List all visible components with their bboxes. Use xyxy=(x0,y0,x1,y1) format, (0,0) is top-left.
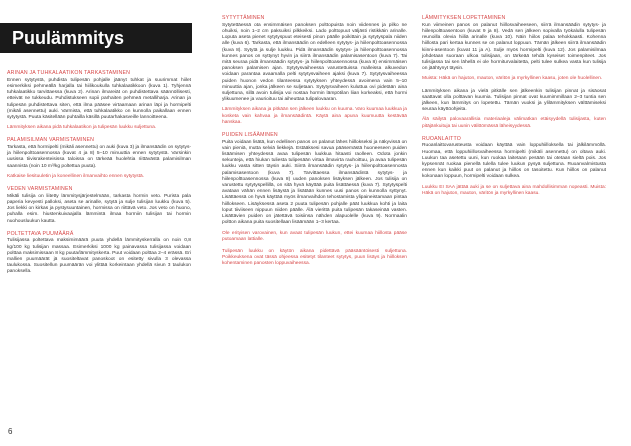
section-door-note xyxy=(222,249,407,268)
section-heading: PALAMISILMAN VARMISTAMINEN xyxy=(7,137,95,144)
section-text: Tulisijassa poltettava maksimimäärä puuta yhdellä lämmityskerralla on noin 0,8 kg/100 kg tulisijan massaa. Esimerkiksi 1000 kg painavassa tulisijassa voidaan polttaa maksimissaan 8 kg puuta/lämmityskerta. Puut voidaan polttaa 2–4 erässä. Eri mallien puumäärät jä suositeltavat panoskoot on esitetty sivulla 3 olevassa taulukossa. Suositellun puumäärän voi ylittää korkeintaan yhdellä sivun 3 taulukon panoksella. xyxy=(7,238,191,275)
section-text: Ruoanlaittovarusteusta voidaan käyttää vain loppuhiilloksella tai jälkilämmöllä. Huomaa, että loppuhiillosvaiheessa hormipelti (mikäli asennettu) on oltava auki. Luukun taa asetettu uuni, kun ruokaa laitetaan pesään tai otetaan sieltä pois. Jos kypsennät ruokaa pienellä tulella tulee luukun pysyä suljettuna. Ruoanvalmistusta ennen kun kaikki puut on palanut ja hiillos on tasoitettu. Kun hiillos on palanut kokonaan loppuun, hormipelti voidaan sulkea. xyxy=(422,143,606,180)
warning-text: Lämmityksen aikana ja pitkään sen jälkeen luukku on kuuma. Varo kuumaa luukkua ja kosketa vain kahvaa ja ilmansäädintä. Käytä aina apuna kuumuutta kestävää hanskaa. xyxy=(222,107,407,125)
section-heading: PUIDEN LISÄÄMINEN xyxy=(222,131,278,138)
section-text: Mikäli tulisija on liitetty lämmitysjärjestelmään, tarkasta hormin veto. Purista pala paperia kevyesti palloksi, aseta se arinalle, sytytä ja sulje tulisijan luukku (kuva 5). Jos liekki on kirkas ja pystysuuntainen, hormissa on riittävä veto. Jos veto on huono, puhalla esim. hiustenkuivaajalla lämmintä ilmaa hormiin tulisijan tai hormin nuohousluukun kautta. xyxy=(7,193,191,224)
section-lighting xyxy=(222,15,407,126)
warning-text: Älä säilytä palovaarallisia materiaaleja välimatkan etäisyydellä tulisijasta, kuten pitäjänkuituja tai uunin välittömässä läheisyydessä. xyxy=(422,117,606,129)
section-cooking xyxy=(422,136,606,197)
section-heading: POLTETTAVA PUUMÄÄRÄ xyxy=(7,230,74,237)
section-text: Sytytettäessä ota ensimmäisen panoksen polttopuista noin viidennes ja pilko ne ohuiksi, noin 1–2 cm paksuiksi pilkkeiksi. Lado polttopuut väljästi ristikkäin arinalle. Loputa aseta pienet sytytyspuut eteisesti pinon päälle poikittain ja sytytyspala niiden alle (kuva 6). Tarkasta, että ilmansäädin on edelleen sytytys- ja hiilenpolttoasennossa (kuva 8). Sytytä ja sulje luukku. Pidä ilmansäädin sytytys- ja hiilenpolttoasennossa kunnes panos on syttynyt hyvin ja siirrä ilmansäädin palamisasentoon (kuva 7). Tai mitä seuraa pidä ilmansäädin sytytys- ja hiilenpolttoasennossa (kuva 8) ensimmäisen panoksen palamisen ajan. Sytytysvaiheessa varustettuissa malleissa alkuvedon voidaan parantaa avaamalla pelti sytytysvaiheen ajaksi (kuva 7). Sytytysvaiheessa puiden huonon vedon tilanteessa sytytyksen yhteydessä avoimena vain 5–10 minuuttia ajan, jonka jälkeen se suljetaan. Sytytysvaiheen kuluttua ovi pidetään aina suljettuna, sillä avoin tulisija voi nostaa hormin lämpötilan liian korkeaksi, että hormi ylikuumenee ja vaurioituu tai aiheuttaa tulipalovaaran. xyxy=(222,22,407,103)
warning-text: Lämmityksen aikana pidä tuhkalaatikon ja tulipesän luukku suljettuna. xyxy=(7,125,157,131)
column-2 xyxy=(222,15,407,274)
section-heading: VEDEN VARMISTAMINEN xyxy=(7,186,73,193)
section-adding-wood xyxy=(222,132,407,243)
page-title: Puulämmitys xyxy=(12,28,125,48)
section-text: Tarkasta, että hormipelti (mikäli asennettu) on auki (kuva 3) ja ilmansäädin on sytytys- ja hiilenpolttoasennossa (kuvat 4 ja 8) 5–10 minuuttia ennen sytytystä. Varsinkin uusissa tiivisrakenteisissa taloissa on tärkeää huolehtia riittävästä palamisilman saannista (noin 10 m³/kg poltettua puuta). xyxy=(7,145,191,169)
warning-text: Muista: Häkä on hajuton, mauton, väritön ja myrkyllinen kaasu, joten ole huolellinen. xyxy=(422,76,603,82)
section-text: Kun viimeinen panos on palanut hiillosvaiheeseen, siirrä ilmansäädin sytytys- ja hiilenpolttoasentoon (kuvat 9 ja 8). Vedä sen jälkeen sopivalla työkalulla tulipesän reunoilla olevia hiiliä arinalle (kuva 10). Näin hiilos palaa tehokkaasti. Kohenna hiillosta pari kertaa kunnes se on palanut loppuun. Tämän jälkeen siirrä ilmansäädin kiinni-asentoon (kuvat 11 ja A). Sulje myös hormipelti (kuva 12). Jos palamisilmaa johdetaan suoraan ulkoa tulisijaan, on tärkeää tehdä kyseiset toimenpiteet. Jos tulisijassa tai sen lähellä ei ole hormiturvalaitetta, pelti tulee sulkea vasta kun tulisija on jäähtynyt täysin. xyxy=(422,22,606,72)
section-draft-check xyxy=(7,186,191,225)
section-hot-surfaces xyxy=(422,89,606,130)
column-1 xyxy=(7,70,191,282)
warning-text: Tulipesän luukku on käytön aikana pidettävä pääsääntöisesti suljettuna. Poikkeuksena ovat tässä ohjeessa esitetyt tilanteet sytytys, puun lisäys ja hiilloksen kohentaminen panosten loppuvaiheessa. xyxy=(222,248,407,267)
section-text: Ennen sytytystä, puhdista tulipesän pohjalle jäänyt tuhkat ja suurimmat hiilet esimerkiksi pehmeällä harjalla tai hiilikoukulla tuhkalaatikkoon (kuva 1). Tyhjennä tuhkalaatikko tarvittaessa (kuva 2). Arinan ilmareiät on puhdistettava säännöllisesti, etteivät ne tukkeudu. Puhdistukseen sopii parhaiten pehmeä metalliharja. Arinan ja tulipesän puhdistettava siten, että ilma pääsee virtaamaan arinan läpi ja hormipelti (mikäli asennettu) auki. Varmista, että tuhkalaatikko on kunnolla paikallaan ennen sytytystä. Puuta käsitellään puhtailla käsillä puutarhakasveille lannoitteena. xyxy=(7,77,191,120)
section-text: Lämmityksen aikana ja vielä pitkälle sen jälkeenkin tulisijan pinnat ja sisäosat saattavat olla polttavan kuumia. Tulisijan pinnat ovat kuumimmillaan 2–3 tuntia sen jälkeen, kun lämmitys on lopetettu. Tämän vuoksi ja ylilämmityksen välttämiseksi seuraa käyttöohjeita. xyxy=(422,88,606,113)
section-ash-check xyxy=(7,70,191,131)
warning-text: Ole erityisen varovainen, kun avaat tulipesän luukun, ettei kuumaa hiillosta pääse putoamaan lattialle. xyxy=(222,230,407,242)
section-heading: LÄMMITYKSEN LOPETTAMINEN xyxy=(422,15,506,21)
warning-text: Luukku EI SAA jättää auki ja se on suljettava aina mahdollisimman nopeasti. Muista: Häkä on hajuton, mauton, väritön ja myrkyllinen kaasu. xyxy=(422,184,606,196)
section-combustion-air xyxy=(7,137,191,180)
section-text: Puita voidaan lisätä, kun edellinen panos on palanut lähes hiillokseksi ja näkyvissä on vain pieniä, mutta selviä liekkejä. Estääksesi savua pääsemästä huoneeseen puiden lisäämisen yhteydessä avaa tulipesän luukkua hitaasti raolleen. Odota jonkin sekunteja, että hiukan tuliesta tulipesään virtaa ilmavirta rauhoittuu, ja avaa tulipesän luukku vasta sitten täysin auki. Siirrä ilmansäädin sytytys- ja hiilenpolttoasennosta palamisasentoon (kuva 7). Tarvittaessa ilmansäädintä sytytys- ja hiilenpolttoasennossa (kuva 8) uuden panoksen lisäyksen jälkeen. Jos tulisija on varustettu sytytyspellillä, on sitä hyvä käyttää puita lisättäessä (kuva 7). Sytytyspelti avataan vähän ennen lisäystä ja lisätään kunnes uusi panos on kunnolla syttynyt. Lisättäessä on hyvä käyttää myös ilmanvaihdon tehostamista ylipaineistamaan pintaa hiillokseen. Lisäyksessä aseta 2 puuta tulipesän pohjalle päät luukkua kohti ja laita loput tiiviiseen nippuun niiden päälle. Älä vierittä puita tulipesän takaseinää vasten. Lisättävien puiden on jätettävä toisiinsa nähden alapuolelle (kuva 9). Normaalin poltton aikana puita suositellaan lisäämään 1–3 kertaa. xyxy=(222,139,407,226)
section-heading: SYTYTTÄMINEN xyxy=(222,15,265,21)
column-3 xyxy=(422,15,606,203)
warning-text: Katkaise liesituuletin ja koneellinen ilmanvaihto ennen sytytystä. xyxy=(7,173,145,179)
section-wood-amount xyxy=(7,231,191,276)
section-heading: RUOANLAITTO xyxy=(422,135,461,142)
title-bar xyxy=(0,23,192,53)
section-heading: ARINAN JA TUHKALAATIKON TARKASTAMINEN xyxy=(7,70,131,76)
page-number: 6 xyxy=(8,427,13,436)
section-stop-heating xyxy=(422,15,606,83)
